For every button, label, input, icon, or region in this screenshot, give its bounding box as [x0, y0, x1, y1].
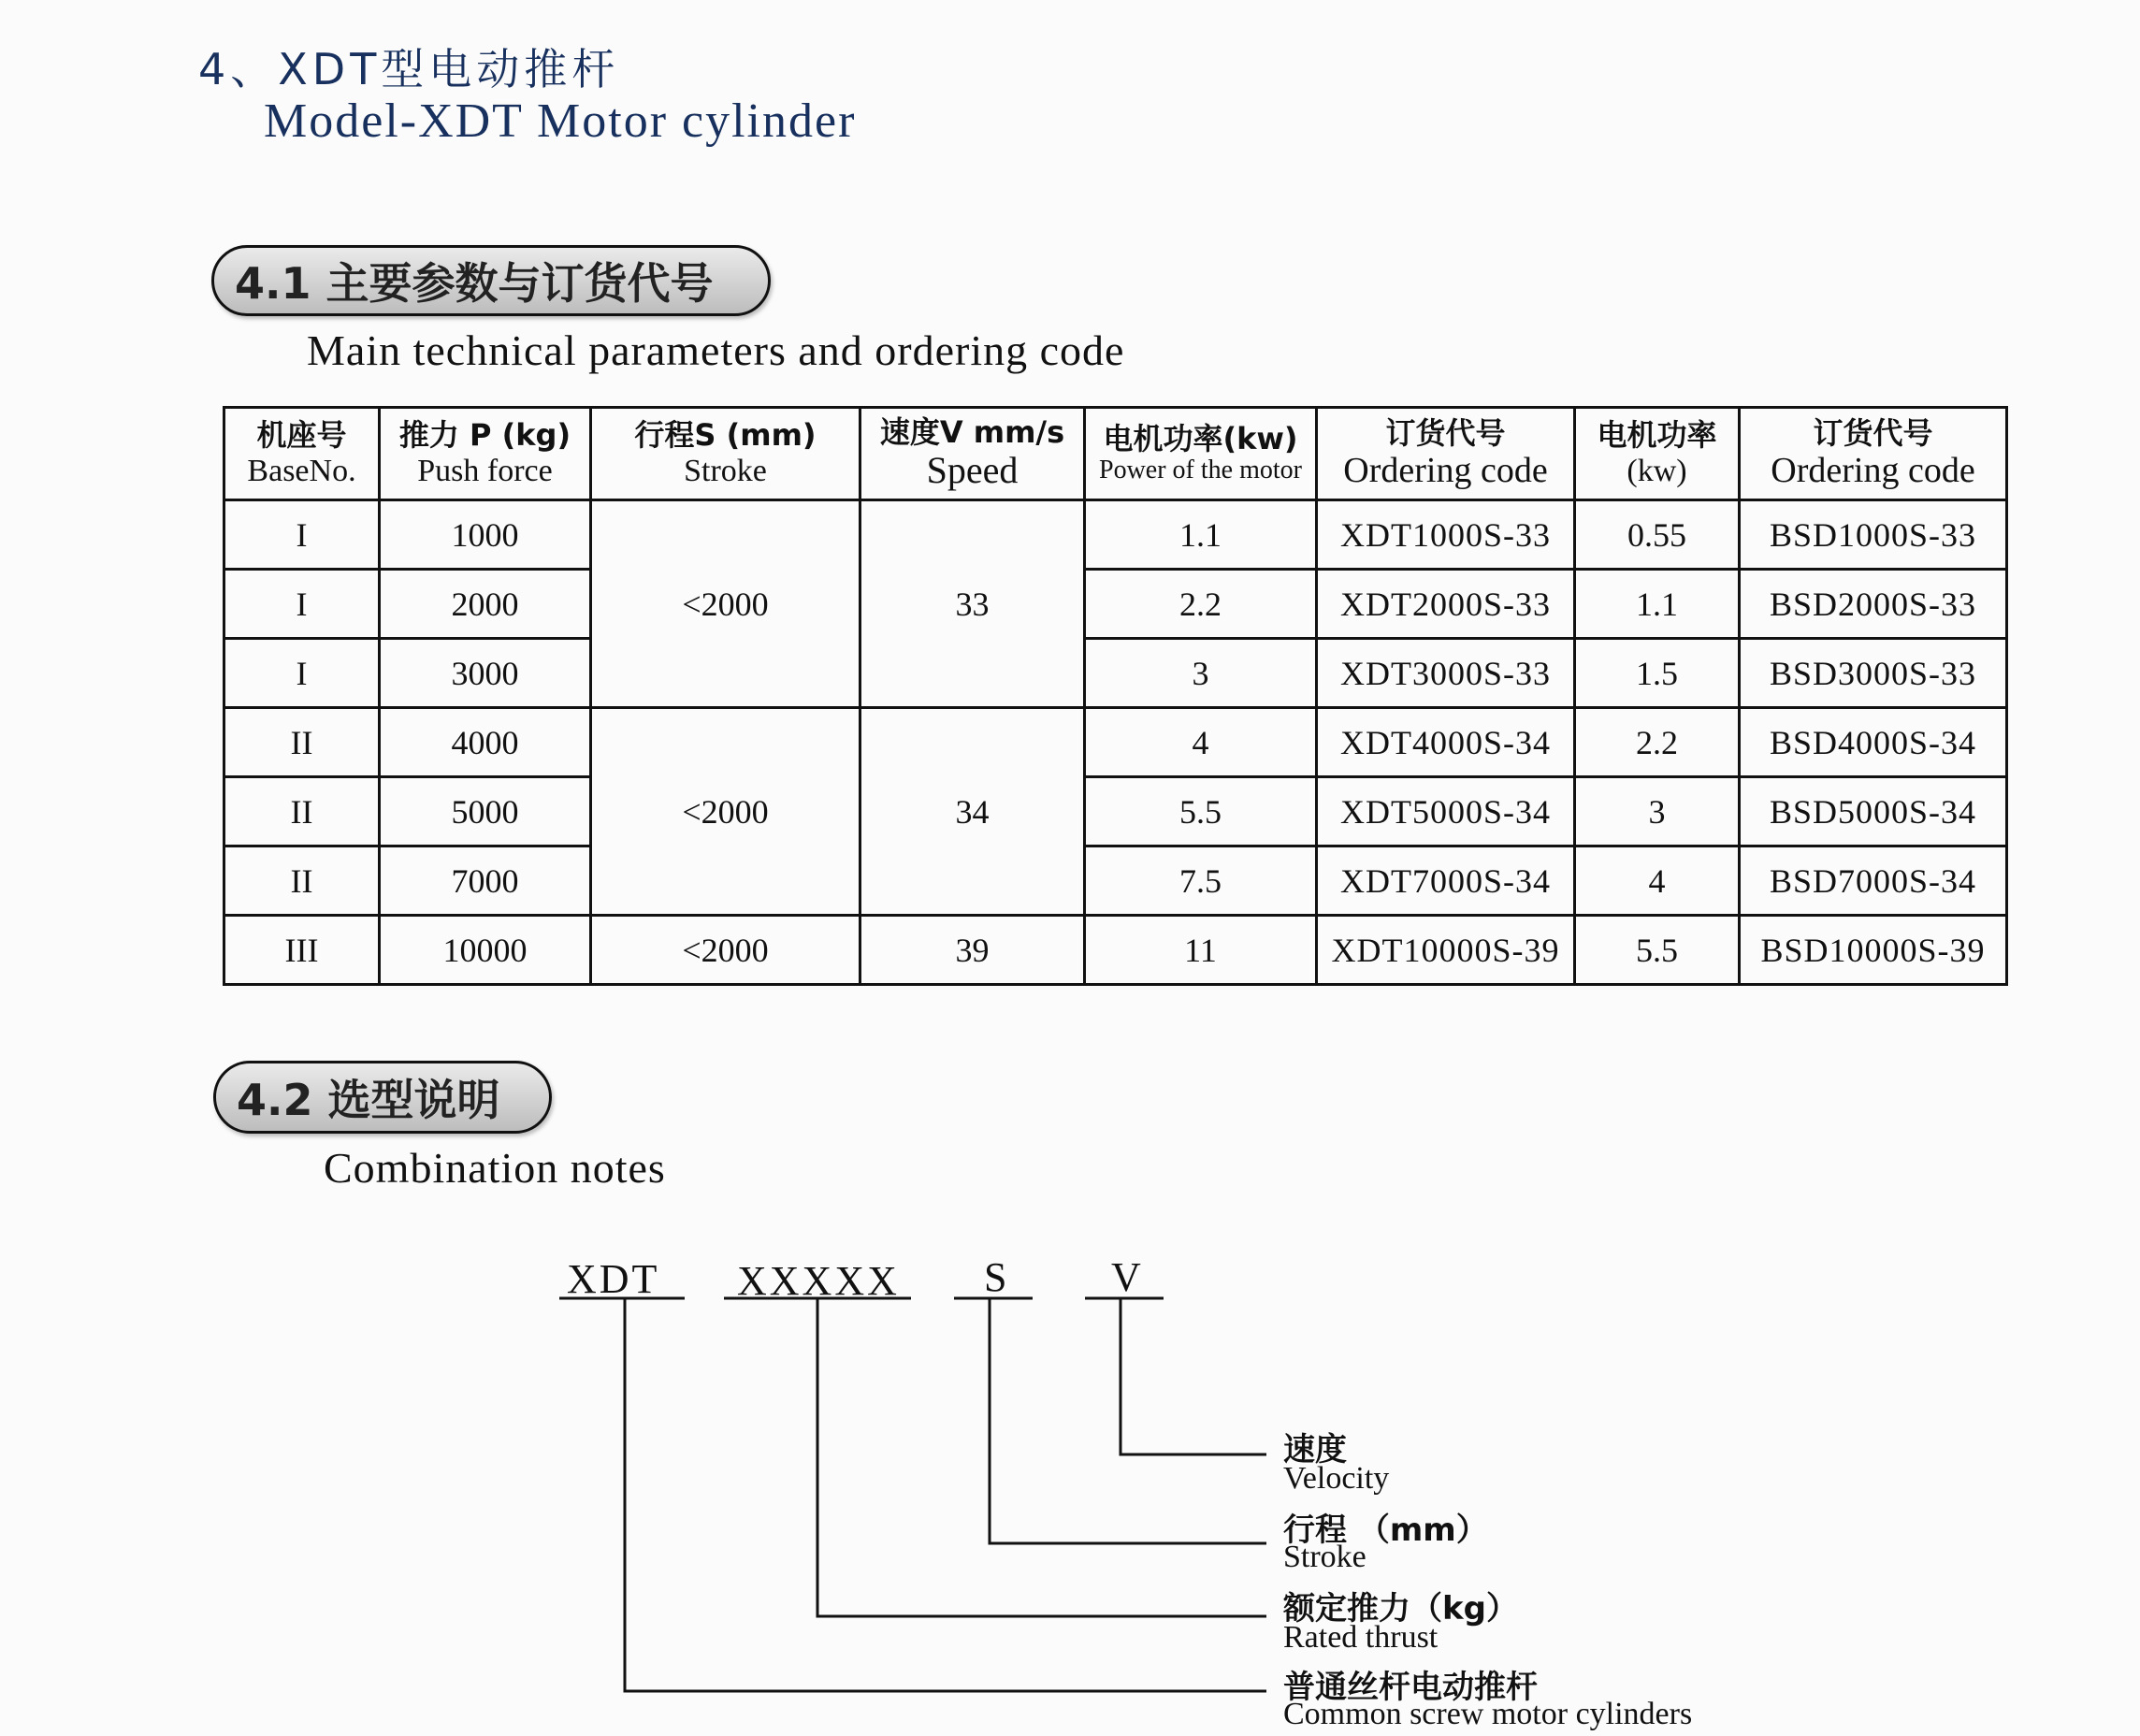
- cell-code: XDT10000S-39: [1317, 916, 1575, 985]
- cell-code-2: BSD10000S-39: [1740, 916, 2007, 985]
- cell-power-2: 4: [1575, 846, 1740, 916]
- cell-power-2: 1.5: [1575, 639, 1740, 708]
- cell-code: XDT2000S-33: [1317, 570, 1575, 639]
- header-motor-power-2: 电机功率 (kw): [1575, 408, 1740, 500]
- cell-stroke: <2000: [591, 500, 860, 708]
- leader-model: [625, 1298, 1266, 1691]
- label-thrust-cn: 额定推力（kg）: [1283, 1590, 1518, 1628]
- cell-code-2: BSD5000S-34: [1740, 777, 2007, 846]
- cell-power-2: 3: [1575, 777, 1740, 846]
- cell-power: 5.5: [1085, 777, 1317, 846]
- cell-code-2: BSD1000S-33: [1740, 500, 2007, 570]
- page-title-en: Model-XDT Motor cylinder: [264, 94, 857, 148]
- table-row: [224, 708, 2007, 777]
- table-row: [224, 846, 2007, 916]
- cell-power: 3: [1085, 639, 1317, 708]
- cell-power: 11: [1085, 916, 1317, 985]
- label-model-en: Common screw motor cylinders: [1283, 1697, 1693, 1731]
- label-thrust-en: Rated thrust: [1283, 1620, 1439, 1655]
- cell-code: XDT4000S-34: [1317, 708, 1575, 777]
- cell-power-2: 0.55: [1575, 500, 1740, 570]
- header-base-no: 机座号 BaseNo.: [224, 408, 380, 500]
- cell-base: II: [224, 708, 380, 777]
- cell-force: 4000: [380, 708, 591, 777]
- leader-thrust: [817, 1298, 1266, 1616]
- cell-force: 5000: [380, 777, 591, 846]
- page-title-cn: 4、XDT型电动推杆: [198, 44, 620, 94]
- label-stroke-en: Stroke: [1283, 1540, 1366, 1574]
- cell-power: 4: [1085, 708, 1317, 777]
- cell-speed: 33: [860, 500, 1085, 708]
- cell-power-2: 2.2: [1575, 708, 1740, 777]
- cell-power: 2.2: [1085, 570, 1317, 639]
- section-subtitle-combination: Combination notes: [324, 1144, 666, 1192]
- label-velocity-en: Velocity: [1283, 1461, 1390, 1496]
- header-push-force: 推力 P (kg) Push force: [380, 408, 591, 500]
- cell-base: I: [224, 500, 380, 570]
- table-header-row: [224, 408, 2007, 500]
- header-ordering-code-2: 订货代号 Ordering code: [1740, 408, 2007, 500]
- cell-code-2: BSD4000S-34: [1740, 708, 2007, 777]
- cell-base: II: [224, 777, 380, 846]
- cell-code-2: BSD7000S-34: [1740, 846, 2007, 916]
- table-row: [224, 639, 2007, 708]
- cell-stroke: <2000: [591, 916, 860, 985]
- cell-code-2: BSD2000S-33: [1740, 570, 2007, 639]
- cell-force: 7000: [380, 846, 591, 916]
- header-ordering-code: 订货代号 Ordering code: [1317, 408, 1575, 500]
- cell-power-2: 5.5: [1575, 916, 1740, 985]
- cell-force: 3000: [380, 639, 591, 708]
- section-subtitle-main-params: Main technical parameters and ordering code: [307, 326, 1125, 374]
- cell-speed: 34: [860, 708, 1085, 916]
- cell-code: XDT1000S-33: [1317, 500, 1575, 570]
- cell-code-2: BSD3000S-33: [1740, 639, 2007, 708]
- table-row: [224, 570, 2007, 639]
- parameters-table: [223, 406, 2008, 986]
- cell-force: 1000: [380, 500, 591, 570]
- cell-force: 10000: [380, 916, 591, 985]
- table-row: [224, 777, 2007, 846]
- cell-base: II: [224, 846, 380, 916]
- cell-power: 1.1: [1085, 500, 1317, 570]
- code-part-velocity: V: [1111, 1254, 1144, 1300]
- cell-power: 7.5: [1085, 846, 1317, 916]
- cell-base: I: [224, 570, 380, 639]
- cell-power-2: 1.1: [1575, 570, 1740, 639]
- cell-stroke: <2000: [591, 708, 860, 916]
- cell-base: III: [224, 916, 380, 985]
- label-model-cn: 普通丝杆电动推杆: [1283, 1669, 1538, 1706]
- code-part-stroke: S: [984, 1254, 1010, 1300]
- cell-force: 2000: [380, 570, 591, 639]
- header-motor-power: 电机功率(kw) Power of the motor: [1085, 408, 1317, 500]
- cell-code: XDT7000S-34: [1317, 846, 1575, 916]
- cell-base: I: [224, 639, 380, 708]
- cell-code: XDT5000S-34: [1317, 777, 1575, 846]
- cell-code: XDT3000S-33: [1317, 639, 1575, 708]
- label-stroke-cn: 行程 （mm）: [1283, 1512, 1488, 1549]
- table-row: [224, 500, 2007, 570]
- code-part-thrust: XXXXX: [737, 1258, 900, 1304]
- header-speed: 速度V mm/s Speed: [860, 408, 1085, 500]
- header-stroke: 行程S (mm) Stroke: [591, 408, 860, 500]
- code-part-model: XDT: [567, 1256, 660, 1302]
- leader-velocity: [1121, 1298, 1266, 1454]
- label-velocity-cn: 速度: [1283, 1431, 1347, 1468]
- table-row: [224, 916, 2007, 985]
- leader-stroke: [990, 1298, 1266, 1543]
- cell-speed: 39: [860, 916, 1085, 985]
- section-badge-combination: 4.2 选型说明: [213, 1061, 552, 1134]
- section-badge-main-params: 4.1 主要参数与订货代号: [211, 245, 771, 316]
